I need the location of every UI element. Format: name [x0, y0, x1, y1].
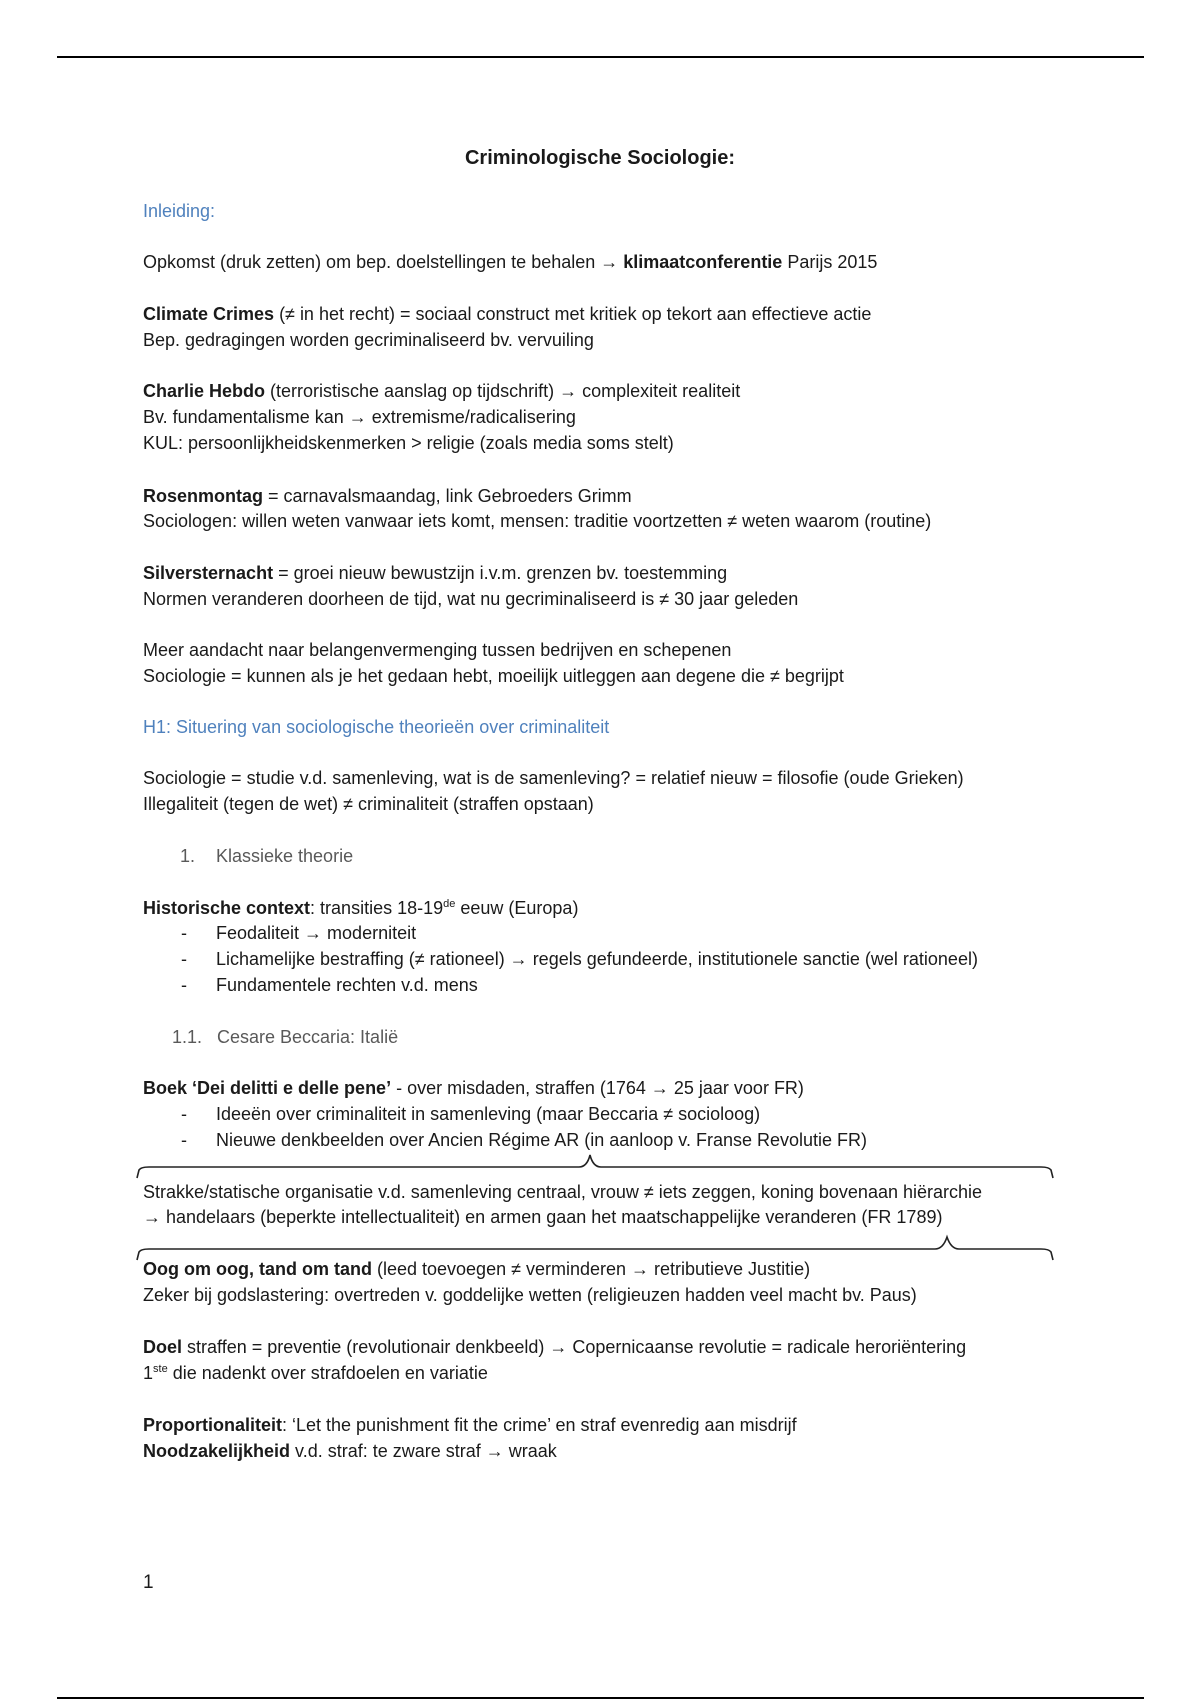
paragraph-line: Bv. fundamentalisme kan → extremisme/radicalisering: [143, 407, 576, 427]
section-title: Klassieke theorie: [216, 846, 354, 866]
paragraph-noodzakelijkheid: [143, 1440, 557, 1462]
paragraph-historische-context: [143, 897, 578, 919]
text: 1: [143, 1363, 154, 1383]
bold-term: Proportionaliteit: [143, 1415, 282, 1435]
text: : ‘Let the punishment fit the crime’ en straf evenredig aan misdrijf: [282, 1415, 797, 1435]
paragraph-line: Zeker bij godslastering: overtreden v. goddelijke wetten (religieuzen hadden veel macht bv. Paus): [143, 1285, 917, 1305]
bold-term: Climate Crimes: [143, 304, 275, 324]
text: die nadenkt over strafdoelen en variatie: [167, 1363, 488, 1383]
curly-brace-1: [135, 1150, 1057, 1180]
text: (leed toevoegen ≠ verminderen → retributieve Justitie): [371, 1259, 811, 1279]
section-title: Cesare Beccaria: Italië: [217, 1027, 399, 1047]
list-item: Fundamentele rechten v.d. mens: [216, 975, 478, 995]
paragraph-oog-om-oog: [143, 1258, 810, 1280]
paragraph-line: Bep. gedragingen worden gecriminaliseerd bv. vervuiling: [143, 330, 594, 350]
paragraph-line: Sociologen: willen weten vanwaar iets komt, mensen: traditie voortzetten ≠ weten waarom (routine): [143, 511, 932, 531]
text: = groei nieuw bewustzijn i.v.m. grenzen bv. toestemming: [273, 563, 728, 583]
section-number: 1.: [180, 846, 196, 866]
text: v.d. straf: te zware straf → wraak: [290, 1441, 557, 1461]
bullet-mark: -: [181, 975, 187, 995]
text: eeuw (Europa): [455, 898, 579, 918]
bold-term: klimaatconferentie: [623, 252, 783, 272]
text: = carnavalsmaandag, link Gebroeders Grimm: [263, 486, 632, 506]
text: : transities 18-19: [310, 898, 444, 918]
paragraph-line: KUL: persoonlijkheidskenmerken > religie (zoals media soms stelt): [143, 433, 674, 453]
paragraph-line: Illegaliteit (tegen de wet) ≠ criminaliteit (straffen opstaan): [143, 794, 594, 814]
paragraph-proportionaliteit: [143, 1414, 797, 1436]
paragraph-line: Sociologie = studie v.d. samenleving, wat is de samenleving? = relatief nieuw = filosofie (oude Grieken): [143, 768, 964, 788]
bold-term: Rosenmontag: [143, 486, 264, 506]
paragraph-climate-crimes: [143, 303, 871, 325]
text: - over misdaden, straffen (1764 → 25 jaar voor FR): [391, 1078, 804, 1098]
paragraph-line: [143, 1362, 488, 1384]
text: (≠ in het recht) = sociaal construct met kritiek op tekort aan effectieve actie: [274, 304, 872, 324]
bold-term: Charlie Hebdo: [143, 381, 266, 401]
bold-term: Historische context: [143, 898, 311, 918]
superscript: de: [443, 898, 456, 910]
text: straffen = preventie (revolutionair denkbeeld) → Copernicaanse revolutie = radicale heroriëntering: [182, 1337, 967, 1357]
superscript: ste: [153, 1363, 168, 1375]
page-number: 1: [143, 1572, 154, 1593]
paragraph-line: Sociologie = kunnen als je het gedaan hebt, moeilijk uitleggen aan degene die ≠ begrijpt: [143, 666, 844, 686]
section-number: 1.1.: [172, 1027, 203, 1047]
paragraph-line: Meer aandacht naar belangenvermenging tussen bedrijven en schepenen: [143, 640, 732, 660]
heading-h1: H1: Situering van sociologische theorieën over criminaliteit: [143, 717, 610, 737]
bullet-mark: -: [181, 1104, 187, 1124]
top-rule: [57, 56, 1144, 58]
paragraph-klimaat: [143, 251, 877, 273]
paragraph-silversternacht: [143, 562, 727, 584]
heading-inleiding: Inleiding:: [143, 201, 216, 221]
paragraph-line: Strakke/statische organisatie v.d. samenleving centraal, vrouw ≠ iets zeggen, koning bovenaan hiërarchie: [143, 1182, 983, 1202]
bullet-mark: -: [181, 1130, 187, 1150]
paragraph-rosenmontag: [143, 485, 632, 507]
bold-term: Noodzakelijkheid: [143, 1441, 291, 1461]
paragraph-line: → handelaars (beperkte intellectualiteit) en armen gaan het maatschappelijke veranderen (FR 1789): [143, 1207, 943, 1227]
bold-term: Boek ‘Dei delitti e delle pene’: [143, 1078, 392, 1098]
text: (terroristische aanslag op tijdschrift) → complexiteit realiteit: [265, 381, 741, 401]
bullet-mark: -: [181, 949, 187, 969]
bullet-mark: -: [181, 923, 187, 943]
bold-term: Silversternacht: [143, 563, 274, 583]
text: Parijs 2015: [782, 252, 878, 272]
paragraph-doel: [143, 1336, 966, 1358]
paragraph-boek: [143, 1077, 804, 1099]
text: Opkomst (druk zetten) om bep. doelstellingen te behalen →: [143, 252, 624, 272]
list-item: Lichamelijke bestraffing (≠ rationeel) → regels gefundeerde, institutionele sanctie (wel rationeel): [216, 949, 978, 969]
bold-term: Doel: [143, 1337, 183, 1357]
bold-term: Oog om oog, tand om tand: [143, 1259, 372, 1279]
bottom-rule: [57, 1697, 1144, 1699]
document-title: Criminologische Sociologie:: [464, 147, 736, 169]
list-item: Nieuwe denkbeelden over Ancien Régime AR (in aanloop v. Franse Revolutie FR): [216, 1130, 868, 1150]
list-item: Ideeën over criminaliteit in samenleving (maar Beccaria ≠ socioloog): [216, 1104, 761, 1124]
list-item: Feodaliteit → moderniteit: [216, 923, 417, 943]
paragraph-charlie-hebdo: [143, 380, 740, 402]
paragraph-line: Normen veranderen doorheen de tijd, wat nu gecriminaliseerd is ≠ 30 jaar geleden: [143, 589, 799, 609]
